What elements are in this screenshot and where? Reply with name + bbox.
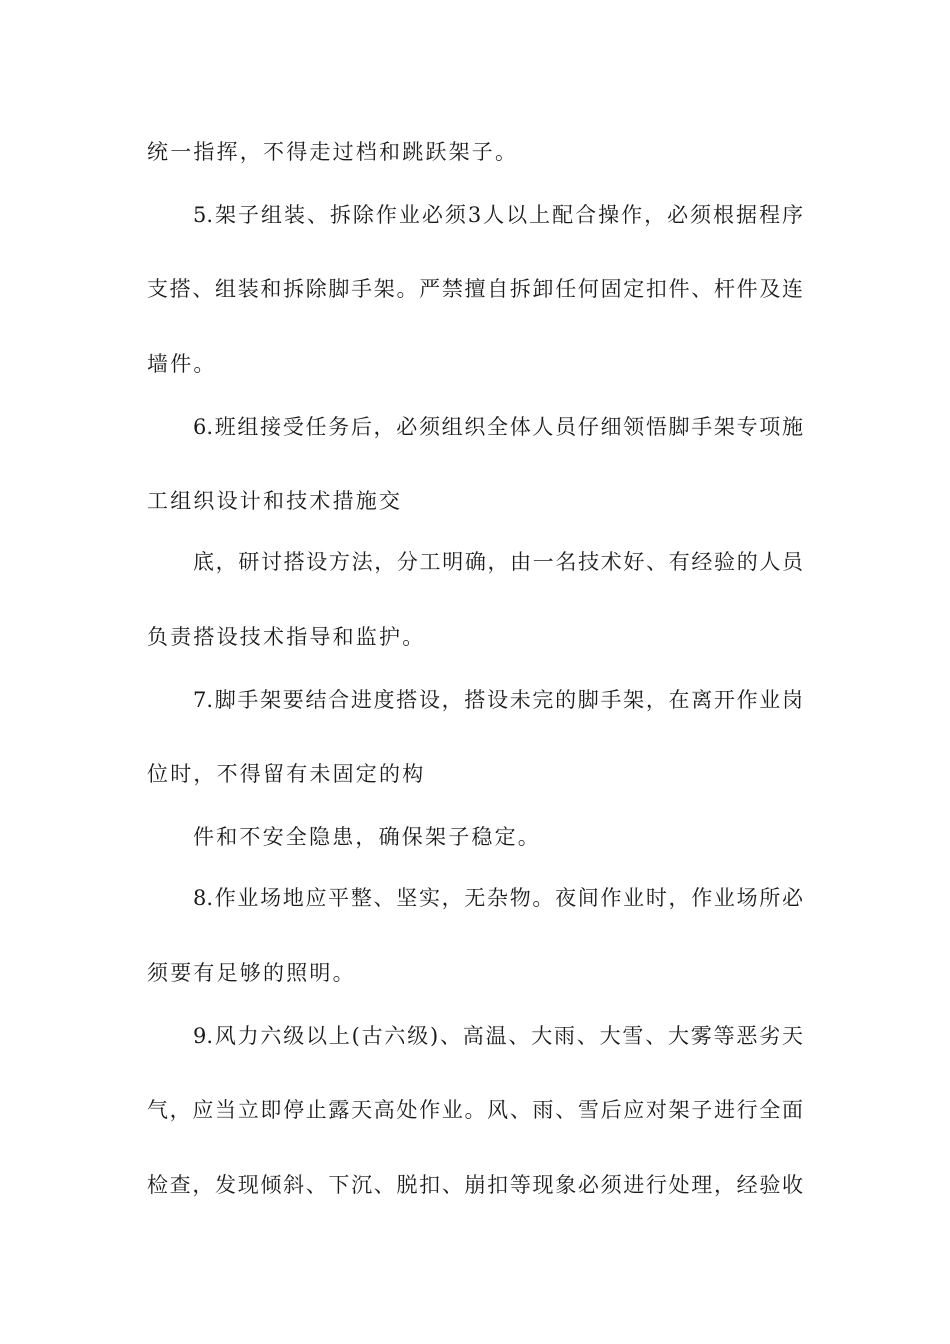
paragraph-line: 5.架子组装、拆除作业必须3人以上配合操作，必须根据程序 [193, 203, 803, 227]
paragraph-line: 支搭、组装和拆除脚手架。严禁擅自拆卸任何固定扣件、杆件及连 [147, 277, 803, 301]
paragraph-line: 位时，不得留有未固定的构 [147, 762, 426, 786]
paragraph-line: 工组织设计和技术措施交 [147, 489, 403, 513]
paragraph-line: 墙件。 [147, 352, 217, 376]
paragraph-line: 7.脚手架要结合进度搭设，搭设未完的脚手架，在离开作业岗 [193, 688, 803, 712]
paragraph-line: 检查，发现倾斜、下沉、脱扣、崩扣等现象必须进行处理，经验收 [147, 1173, 803, 1197]
paragraph-line: 6.班组接受任务后，必须组织全体人员仔细领悟脚手架专项施 [193, 415, 803, 439]
paragraph-line: 8.作业场地应平整、坚实，无杂物。夜间作业时，作业场所必 [193, 886, 803, 910]
paragraph-line: 件和不安全隐患，确保架子稳定。 [193, 825, 541, 849]
paragraph-line: 负责搭设技术指导和监护。 [147, 625, 426, 649]
paragraph-line: 须要有足够的照明。 [147, 961, 356, 985]
paragraph-line: 底，研讨搭设方法，分工明确，由一名技术好、有经验的人员 [193, 550, 803, 574]
paragraph-line: 气，应当立即停止露天高处作业。风、雨、雪后应对架子进行全面 [147, 1098, 803, 1122]
paragraph-line: 统一指挥，不得走过档和跳跃架子。 [147, 140, 519, 164]
paragraph-line: 9.风力六级以上(古六级)、高温、大雨、大雪、大雾等恶劣天 [193, 1024, 803, 1048]
